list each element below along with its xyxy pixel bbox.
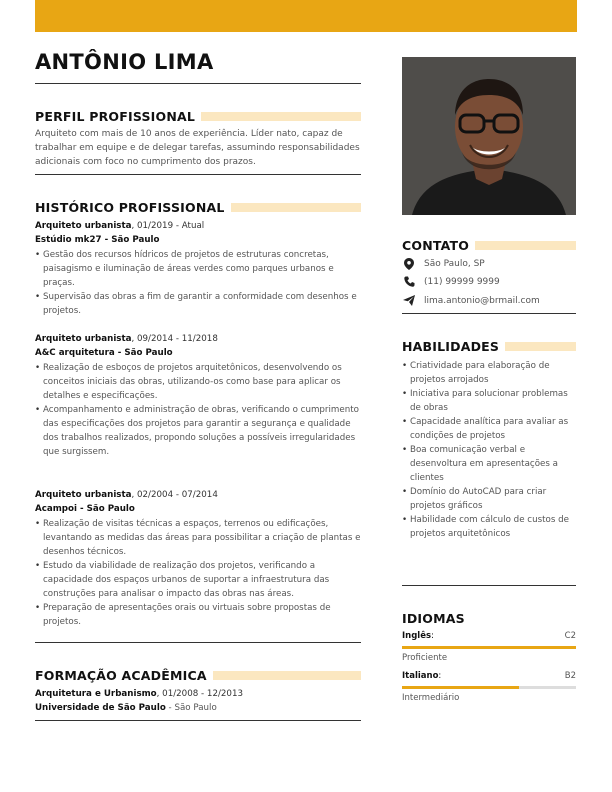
education-school: Universidade de São Paulo bbox=[35, 703, 166, 713]
job-title: Arquiteto urbanista bbox=[35, 490, 132, 500]
contact-divider bbox=[402, 313, 576, 314]
section-title: CONTATO bbox=[402, 237, 470, 253]
job-bullet: • Acompanhamento e administração de obras, verificando o cumprimento das especificações dos projetos para garantir a segurança e qualidade dos trabalhos realizados, propondo soluções a possíveis irregularidades que surgissem. bbox=[35, 403, 361, 459]
section-education-heading bbox=[35, 667, 361, 683]
section-contact-heading bbox=[402, 237, 576, 253]
language-italian-bar-fill bbox=[402, 686, 519, 689]
section-band bbox=[475, 241, 576, 250]
education-degree-line bbox=[35, 687, 361, 701]
job-bullets bbox=[35, 248, 361, 318]
section-skills-heading bbox=[402, 338, 576, 354]
name-divider bbox=[35, 83, 361, 84]
contact-phone-text: (11) 99999 9999 bbox=[424, 276, 500, 287]
job-title-line bbox=[35, 488, 361, 502]
phone-icon bbox=[402, 276, 416, 287]
skills-divider bbox=[402, 585, 576, 586]
language-english-bar bbox=[402, 646, 576, 649]
job-dates: , 09/2014 - 11/2018 bbox=[131, 334, 218, 344]
language-english-description: Proficiente bbox=[402, 653, 448, 663]
section-title: HABILIDADES bbox=[402, 338, 500, 354]
job-bullets bbox=[35, 517, 361, 629]
section-languages-heading bbox=[402, 610, 576, 626]
skills-list bbox=[402, 359, 577, 541]
job-title: Arquiteto urbanista bbox=[35, 221, 132, 231]
job-dates: , 02/2004 - 07/2014 bbox=[131, 490, 218, 500]
contact-email bbox=[402, 295, 540, 306]
job-dates: , 01/2019 - Atual bbox=[131, 221, 205, 231]
language-english bbox=[402, 631, 576, 641]
job-entry bbox=[35, 219, 361, 318]
section-band bbox=[231, 203, 361, 212]
language-italian bbox=[402, 671, 576, 681]
job-bullet: • Estudo da viabilidade de realização dos projetos, verificando a capacidade dos espaços urbanos de suportar a infraestrutura das construções para analisar o impacto das obras nas áreas. bbox=[35, 559, 361, 601]
language-italian-description: Intermediário bbox=[402, 693, 460, 703]
skills-list-wrap bbox=[402, 358, 577, 541]
language-colon: : bbox=[431, 631, 434, 641]
skill-item: • Capacidade analítica para avaliar as condições de projetos bbox=[402, 415, 577, 443]
education-degree: Arquitetura e Urbanismo bbox=[35, 689, 157, 699]
job-bullet: • Preparação de apresentações orais ou virtuais sobre propostas de projetos. bbox=[35, 601, 361, 629]
contact-location bbox=[402, 258, 485, 270]
section-history-heading bbox=[35, 199, 361, 215]
portrait-illustration bbox=[402, 57, 576, 215]
job-bullet: • Gestão dos recursos hídricos de projetos de estruturas concretas, paisagismo e iluminação de áreas verdes como parques urbanos e praças. bbox=[35, 248, 361, 290]
profile-summary: Arquiteto com mais de 10 anos de experiência. Líder nato, capaz de trabalhar em equipe e de delegar tarefas, assumindo responsabilidades adicionais com foco no cumprimento dos prazos. bbox=[35, 129, 360, 167]
education-divider bbox=[35, 720, 361, 721]
job-bullet: • Supervisão das obras a fim de garantir a conformidade com desenhos e projetos. bbox=[35, 290, 361, 318]
candidate-name: ANTÔNIO LIMA bbox=[35, 50, 214, 74]
skill-item: • Criatividade para elaboração de projetos arrojados bbox=[402, 359, 577, 387]
job-company: Estúdio mk27 - São Paulo bbox=[35, 235, 160, 245]
job-bullet: • Realização de visitas técnicas a espaços, terrenos ou edificações, levantando as medidas das áreas para possibilitar a criação de plantas e desenhos técnicos. bbox=[35, 517, 361, 559]
education-location: - São Paulo bbox=[165, 703, 217, 713]
language-english-bar-fill bbox=[402, 646, 576, 649]
job-title-line bbox=[35, 332, 361, 346]
job-company: A&C arquitetura - São Paulo bbox=[35, 348, 173, 358]
job-company: Acampoi - São Paulo bbox=[35, 504, 135, 514]
contact-email-text[interactable]: lima.antonio@brmail.com bbox=[424, 295, 540, 306]
header-accent-bar bbox=[35, 0, 577, 32]
map-pin-icon bbox=[402, 258, 416, 270]
job-bullets bbox=[35, 361, 361, 459]
education-entry bbox=[35, 687, 361, 715]
job-title-line bbox=[35, 219, 361, 233]
contact-location-text: São Paulo, SP bbox=[424, 259, 485, 269]
profile-divider bbox=[35, 174, 361, 175]
job-title: Arquiteto urbanista bbox=[35, 334, 132, 344]
history-divider bbox=[35, 642, 361, 643]
language-italian-bar bbox=[402, 686, 576, 689]
section-title: PERFIL PROFISSIONAL bbox=[35, 108, 196, 124]
section-band bbox=[213, 671, 361, 680]
language-name: Inglês bbox=[402, 631, 432, 641]
section-band bbox=[505, 342, 576, 351]
skill-item: • Iniciativa para solucionar problemas de obras bbox=[402, 387, 577, 415]
skill-item: • Domínio do AutoCAD para criar projetos gráficos bbox=[402, 485, 577, 513]
education-school-line bbox=[35, 701, 361, 715]
section-title: FORMAÇÃO ACADÊMICA bbox=[35, 667, 207, 683]
profile-photo bbox=[402, 57, 576, 215]
language-level: B2 bbox=[564, 671, 576, 681]
section-profile-heading bbox=[35, 108, 361, 124]
contact-phone bbox=[402, 276, 500, 287]
language-name: Italiano bbox=[402, 671, 439, 681]
job-entry bbox=[35, 488, 361, 629]
job-bullet: • Realização de esboços de projetos arquitetônicos, desenvolvendo os conceitos iniciais das obras, utilizando-os como base para aplicar os detalhes e especificações. bbox=[35, 361, 361, 403]
paper-plane-icon bbox=[402, 295, 416, 306]
skill-item: • Habilidade com cálculo de custos de projetos arquitetônicos bbox=[402, 513, 577, 541]
skill-item: • Boa comunicação verbal e desenvoltura em apresentações a clientes bbox=[402, 443, 577, 485]
section-band bbox=[201, 112, 361, 121]
section-title: IDIOMAS bbox=[402, 610, 465, 626]
language-level: C2 bbox=[564, 631, 576, 641]
job-entry bbox=[35, 332, 361, 459]
education-dates: , 01/2008 - 12/2013 bbox=[156, 689, 244, 699]
language-colon: : bbox=[438, 671, 442, 681]
section-title: HISTÓRICO PROFISSIONAL bbox=[35, 199, 225, 215]
